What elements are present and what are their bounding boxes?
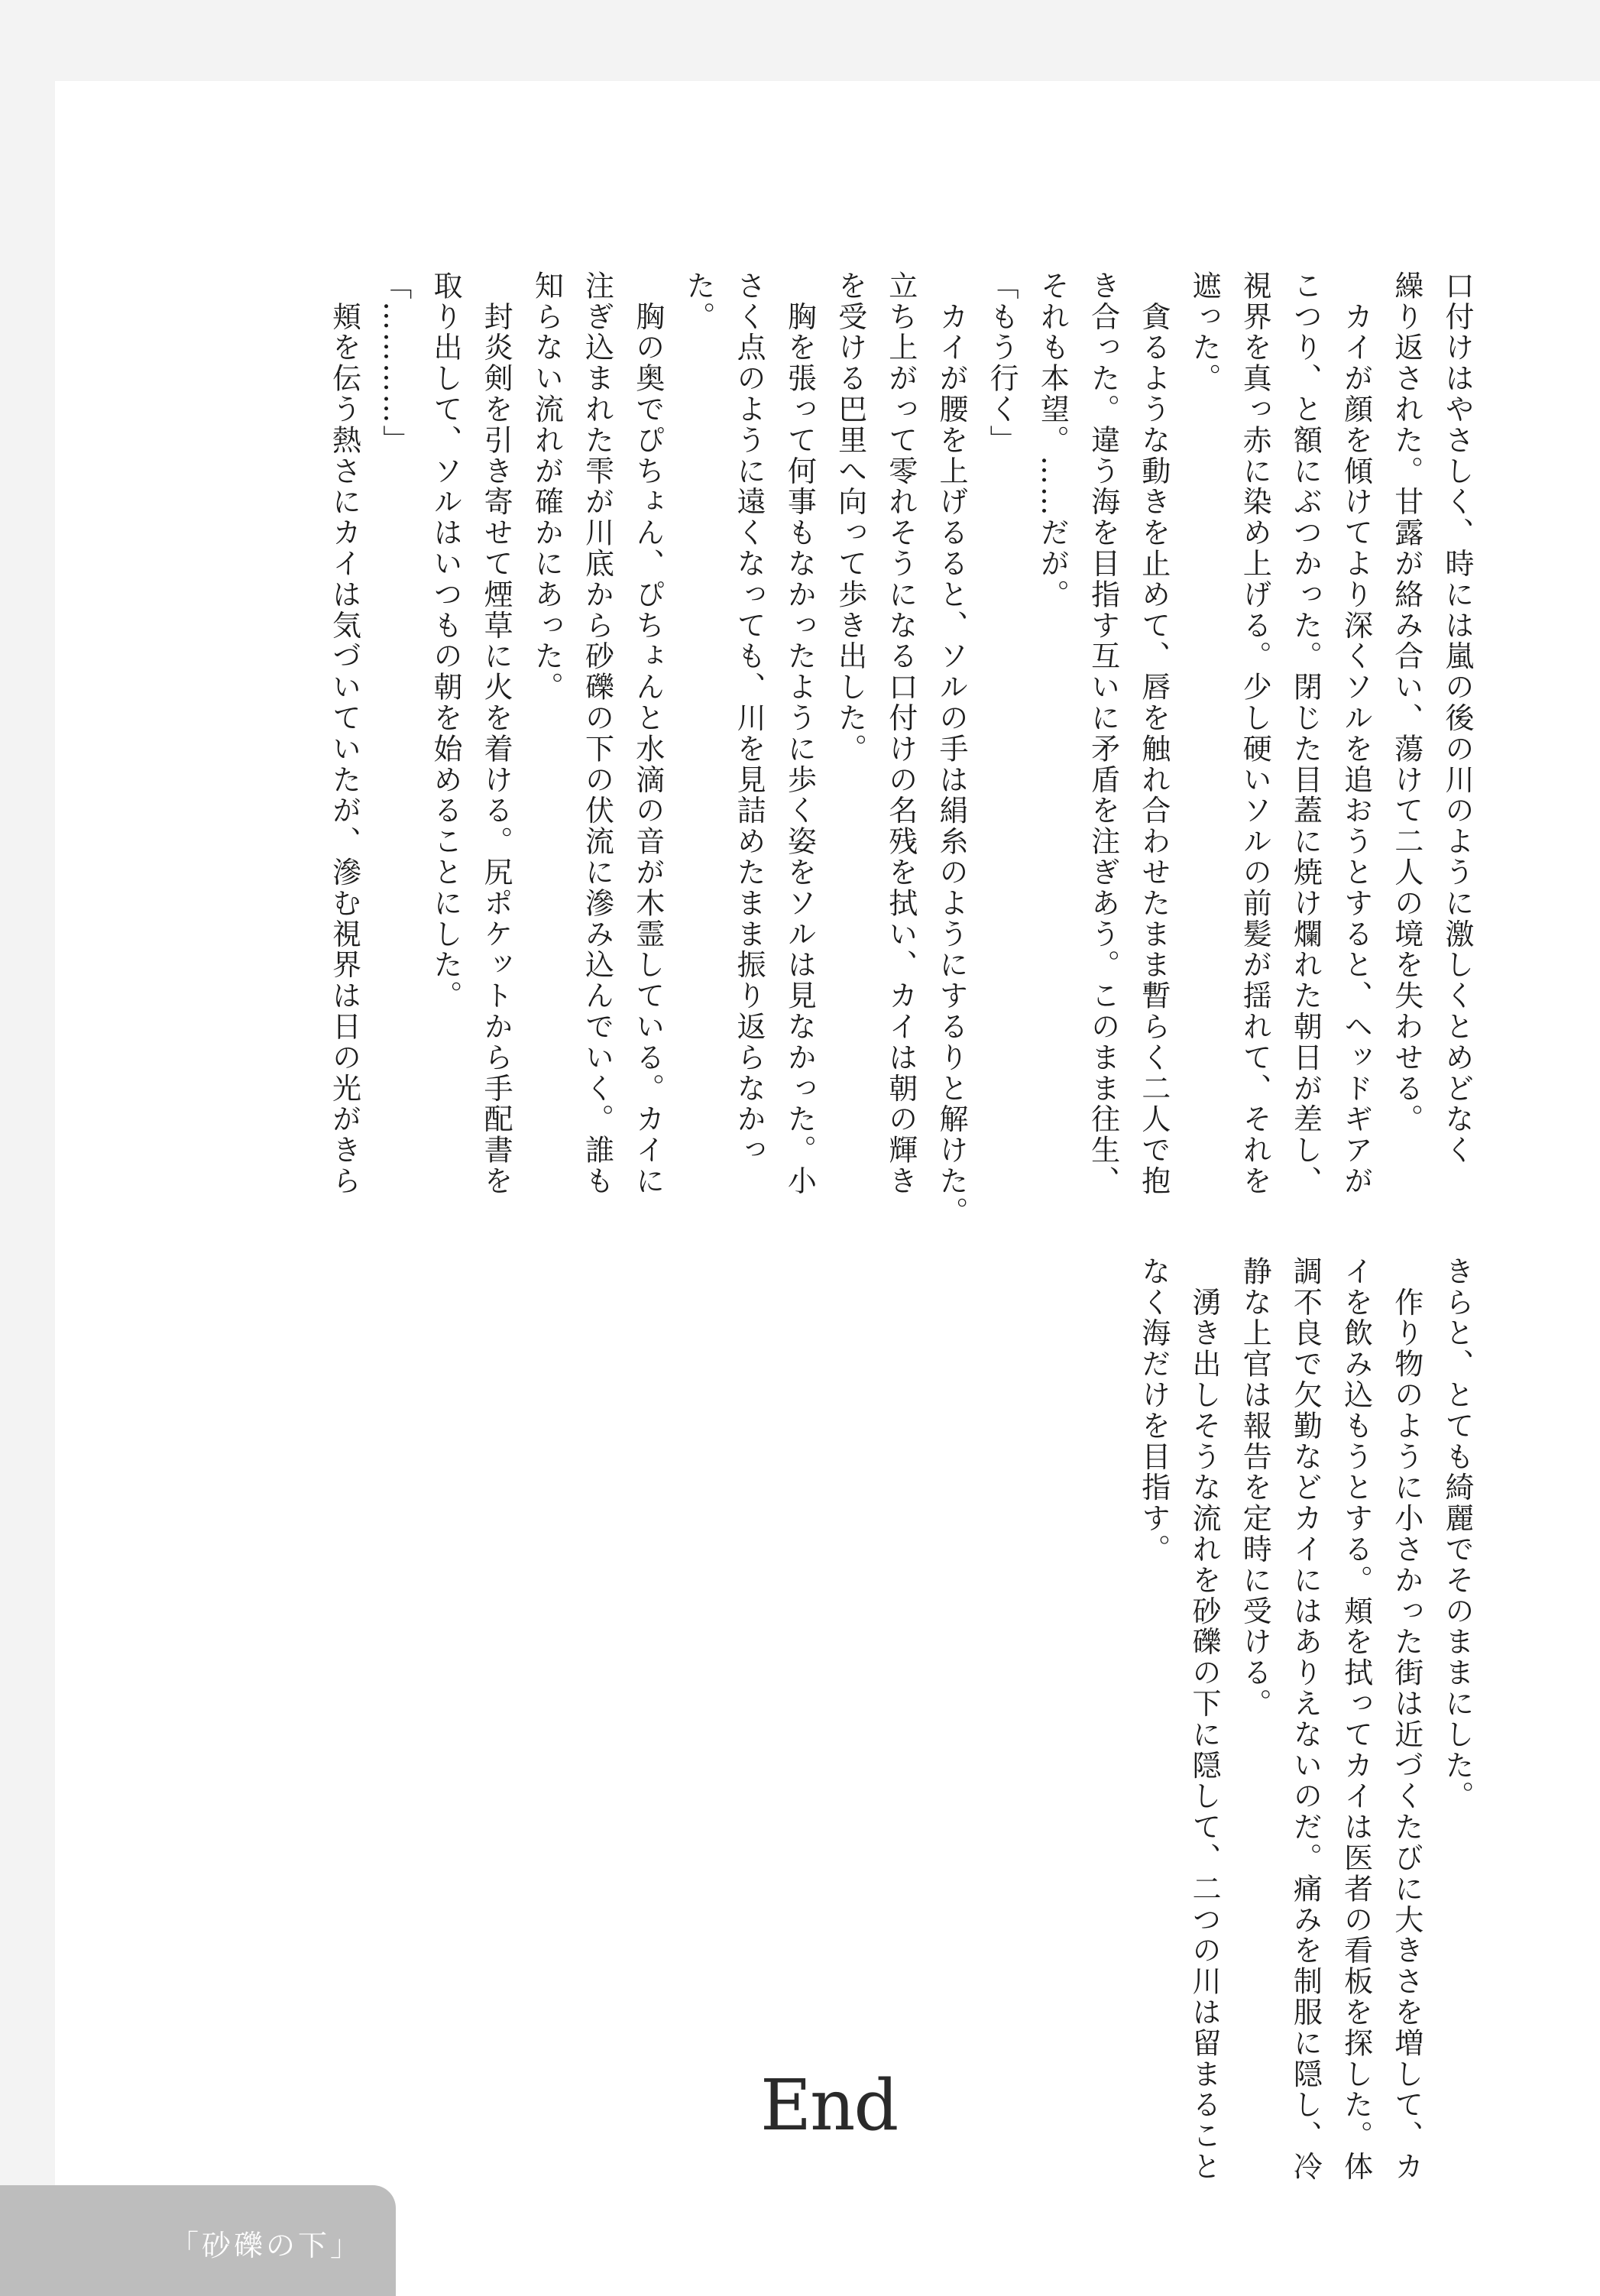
- story-text-lower-block: きらと、とても綺麗でそのままにした。 作り物のように小さかった街は近づくたびに大きさを増して、カ イを飲み込もうとする。頬を拭ってカイは医者の看板を探した。体 調不良で欠勤などカイにはありえないのだ。痛みを制服に隠し、冷 静な上官は報告を定時に受ける。 湧き出しそうな流れを砂礫の下に隠して、二つの川は留まること なく海だけを目指す。: [1136, 1256, 1474, 2182]
- page-sheet: [55, 81, 1600, 2296]
- end-mark: End: [760, 2064, 898, 2146]
- chapter-title: 「砂礫の下」: [170, 2229, 363, 2262]
- story-text-upper-block: 口付けはやさしく、時には嵐の後の川のように激しくとめどなく 繰り返された。甘露が絡み合い、蕩けて二人の境を失わせる。 カイが顔を傾けてより深くソルを追おうとすると、ヘッドギアが こつり、と額にぶつかった。閉じた目蓋に焼け爛れた朝日が差し、 視界を真っ赤に染め上げる。少し硬いソルの前髪が揺れて、それを 遮った。 貪るような動きを止めて、唇を触れ合わせたまま暫らく二人で抱 き合った。違う海を目指す互いに矛盾を注ぎあう。このまま往生、 それも本望。……だが。 「もう行く」 カイが腰を上げるると、ソルの手は絹糸のようにするりと解けた。 立ち上がって零れそうになる口付けの名残を拭い、カイは朝の輝き を受ける巴里へ向って歩き出した。 胸を張って何事もなかったように歩く姿をソルは見なかった。小 さく点のように遠くなっても、川を見詰めたまま振り返らなかっ た。 胸の奥でぴちょん、ぴちょんと水滴の音が木霊している。カイに 注ぎ込まれた雫が川底から砂礫の下の伏流に滲み込んでいく。誰も 知らない流れが確かにあった。 封炎剣を引き寄せて煙草に火を着ける。尻ポケットから手配書を 取り出して、ソルはいつもの朝を始めることにした。 「…………」 頬を伝う熱さにカイは気づいていたが、滲む視界は日の光がきら: [327, 270, 1474, 1228]
- chapter-title-tab: [0, 2185, 396, 2296]
